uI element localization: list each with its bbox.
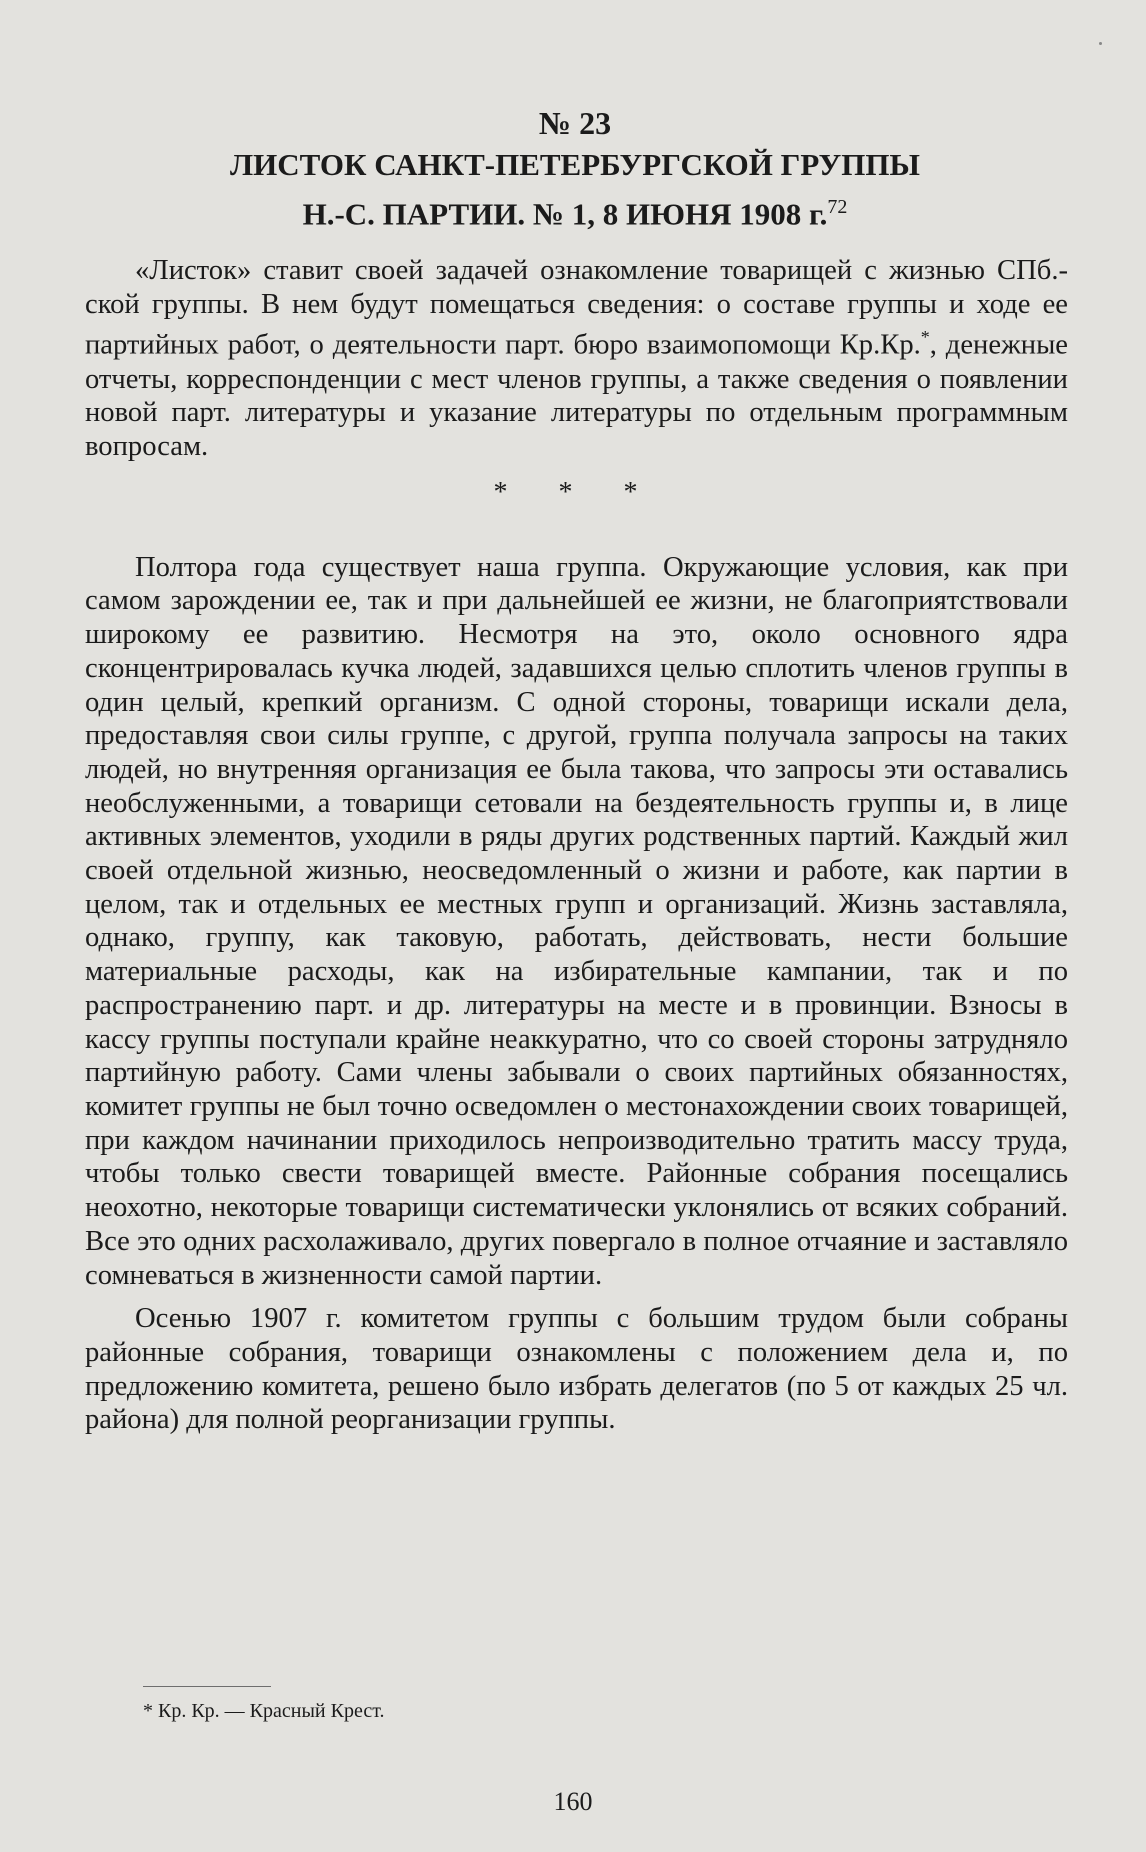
paragraph-intro (85, 254, 1068, 464)
scan-speck (1099, 42, 1102, 45)
document-title-line-2 (100, 186, 1050, 235)
paragraph-intro-part-2: , денежные отчеты, корреспонденции с мест членов группы, а также сведения о появлении новой парт. литературы и указание литературы по отдельным программным вопросам. (85, 329, 1068, 463)
paragraph-intro-part-1: «Листок» ставит своей задачей ознакомление товарищей с жизнью СПб.-ской группы. В нем будут помещаться сведения: о составе группы и ходе ее партийных работ, о деятельности парт. бюро взаимопомощи Кр.Кр. (85, 255, 1068, 361)
footnote: * Кр. Кр. — Красный Крест. (143, 1700, 385, 1722)
footnote-rule (143, 1686, 271, 1687)
paragraph-reorganization: Осенью 1907 г. комитетом группы с большим трудом были собраны районные собрания, товарищи ознакомлены с положением дела и, по предложению комитета, решено было избрать делегатов (по 5 от каждых 25 чл. района) для полной реорганизации группы. (85, 1303, 1068, 1436)
footnote-marker: * (920, 327, 930, 348)
paragraph-history: Полтора года существует наша группа. Окружающие условия, как при самом зарождении ее, так и при дальнейшей ее жизни, не благоприятствовали широкому ее развитию. Несмотря на это, около основного ядра сконцентрировалась кучка людей, задавшихся целью сплотить членов группы в один целый, крепкий организм. С одной стороны, товарищи искали дела, предоставляя свои силы группе, с другой, группа получала запросы на таких людей, но внутренняя организация ее была такова, что запросы эти оставались необслуженными, а товарищи сетовали на бездеятельность группы и, в лице активных элементов, уходили в ряды других родственных партий. Каждый жил своей отдельной жизнью, неосведомленный о жизни и работе, как партии в целом, так и отдельных ее местных групп и организаций. Жизнь заставляла, однако, группу, как таковую, работать, действовать, нести большие материальные расходы, как на избирательные кампании, так и по распространению парт. и др. литературы на месте и в провинции. Взносы в кассу группы поступали крайне неаккуратно, что со своей стороны затрудняло партийную работу. Сами члены забывали о своих партийных обязанностях, комитет группы не был точно осведомлен о местонахождении своих товарищей, при каждом начинании приходилось непроизводительно тратить массу труда, чтобы только свести товарищей вместе. Районные собрания посещались неохотно, некоторые товарищи систематически уклонялись от всяких собраний. Все это одних расхолаживало, других повергало в полное отчаяние и заставляло сомневаться в жизненности самой партии. (85, 551, 1068, 1291)
document-body (85, 254, 1068, 1437)
document-title-line-1: ЛИСТОК САНКТ-ПЕТЕРБУРГСКОЙ ГРУППЫ (230, 147, 920, 182)
document-title-line-2-text: Н.-С. ПАРТИИ. № 1, 8 ИЮНЯ 1908 г. (302, 196, 828, 232)
document-number: № 23 (538, 105, 612, 141)
document-header (100, 102, 1050, 235)
endnote-reference: 72 (827, 196, 848, 218)
section-separator: * * * (493, 476, 660, 508)
page-number: 160 (553, 1787, 593, 1816)
